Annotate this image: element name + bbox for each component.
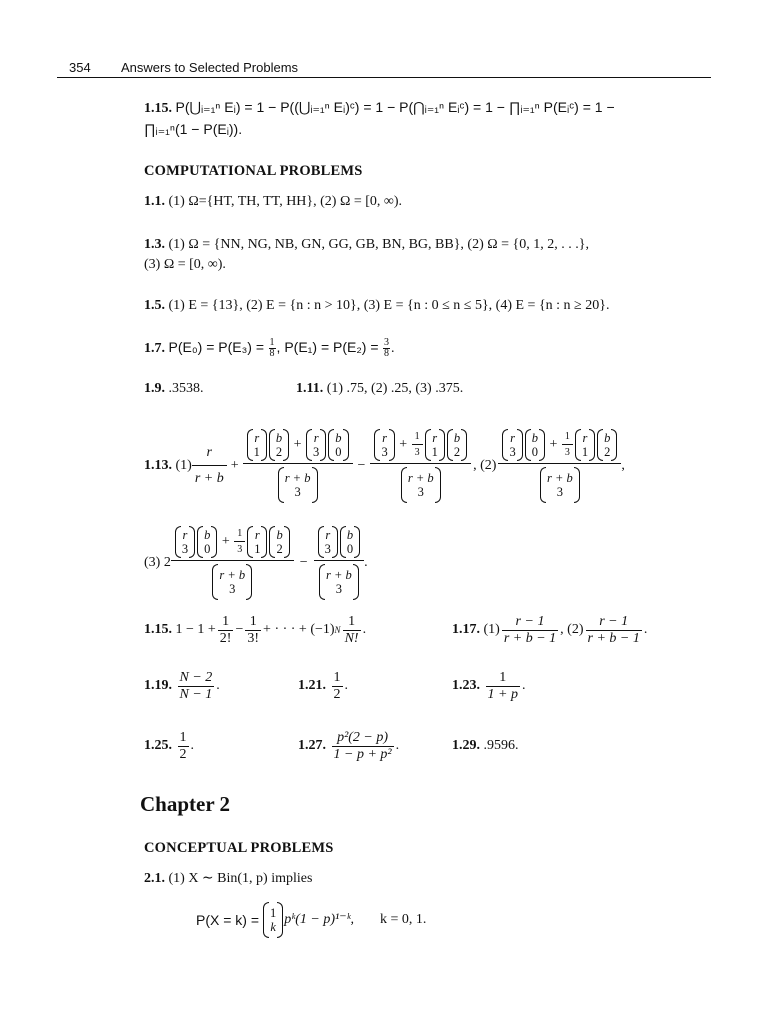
numerator: N − 2	[179, 669, 213, 685]
section-heading-computational: COMPUTATIONAL PROBLEMS	[144, 163, 363, 179]
denominator: 3	[237, 544, 243, 555]
binom-top: b	[276, 528, 283, 542]
binom-top: b	[275, 431, 283, 445]
binom	[340, 526, 360, 558]
answer-1-25	[144, 726, 194, 766]
part-label: (1)	[175, 458, 192, 473]
binom-bottom: k	[270, 920, 276, 934]
punctuation: ,	[621, 458, 625, 473]
operator: +	[293, 437, 302, 453]
problem-number: 1.15.	[144, 101, 172, 116]
problem-number: 1.23.	[452, 678, 480, 693]
fraction	[343, 614, 361, 647]
binom-bottom: 0	[531, 445, 538, 459]
answer-text: .9596.	[483, 738, 519, 753]
numerator: 1	[333, 669, 341, 685]
binom	[269, 429, 289, 461]
denominator: N!	[344, 630, 359, 646]
denominator: r + b − 1	[503, 630, 557, 646]
binom-bottom: 3	[335, 582, 343, 596]
problem-number: 1.25.	[144, 738, 172, 753]
denominator: 3	[414, 447, 420, 458]
operator: +	[399, 437, 408, 453]
binom-top: r	[432, 431, 438, 445]
binom	[540, 467, 580, 503]
denominator: 3!	[247, 630, 260, 646]
fraction-r-over-rb	[192, 443, 227, 489]
denominator: 3	[564, 447, 570, 458]
operator: +	[230, 458, 239, 473]
punctuation: .	[364, 555, 368, 570]
binom-bottom: 1	[253, 445, 260, 459]
binom	[197, 526, 217, 558]
binom-top: b	[335, 431, 342, 445]
answer-text: + · · · + (−1)	[263, 622, 335, 637]
denominator: 1 − p + p²	[333, 746, 392, 762]
binom-bottom: 1	[254, 542, 261, 556]
numerator: 1	[218, 614, 234, 631]
binom-top: r	[510, 431, 515, 445]
part-label: (1)	[483, 622, 500, 637]
binom	[447, 429, 467, 461]
answer-text: (1) .75, (2) .25, (3) .375.	[326, 381, 464, 396]
punctuation: .	[190, 738, 194, 753]
binom-top: b	[204, 528, 211, 542]
binom-bottom: 3	[229, 582, 236, 596]
binom-bottom: 2	[276, 542, 283, 556]
answer-text: P(⋃ᵢ₌₁ⁿ Eᵢ) = 1 − P((⋃ᵢ₌₁ⁿ Eᵢ)ᶜ) = 1 − P(⋂ᵢ₌₁ⁿ Eᵢᶜ) = 1 − ∏ᵢ₌₁ⁿ P(Eᵢᶜ) = 1 −	[175, 99, 615, 115]
binom-bottom: 3	[181, 542, 189, 556]
operator: +	[549, 437, 558, 453]
binom-bottom: 1	[431, 445, 438, 459]
binom-bottom: 3	[417, 485, 424, 499]
fraction-one-third	[412, 432, 423, 458]
binom-top: b	[531, 431, 538, 445]
binom-bottom: 0	[204, 542, 211, 556]
binom	[502, 429, 522, 461]
part-label: (3) 2	[144, 555, 171, 570]
answer-text: (1) Ω={HT, TH, TT, HH}, (2) Ω = [0, ∞).	[168, 194, 403, 209]
binom-bottom: 3	[324, 542, 331, 556]
problem-number: 1.5.	[144, 298, 165, 313]
fraction	[502, 614, 558, 647]
answer-1-17	[452, 610, 647, 650]
formula-lhs: P(X = k) =	[196, 912, 260, 928]
binom	[425, 429, 445, 461]
binom-bottom: 0	[335, 445, 342, 459]
denominator: 2!	[219, 630, 232, 646]
binom-bottom: 2	[604, 445, 611, 459]
numerator: 1	[269, 337, 275, 349]
binomial-fraction-b	[370, 429, 471, 503]
problem-number: 1.29.	[452, 738, 480, 753]
binom	[247, 526, 267, 558]
answer-1-27	[298, 726, 399, 766]
binom	[269, 526, 289, 558]
fraction	[383, 338, 390, 359]
punctuation: .	[391, 341, 395, 356]
answer-1-21	[298, 666, 348, 706]
binom	[175, 526, 195, 558]
problem-number: 1.9.	[144, 381, 165, 396]
numerator: 1	[234, 529, 245, 542]
operator: −	[299, 555, 308, 570]
binom-top: b	[453, 431, 461, 445]
binom	[263, 902, 283, 938]
answer-1-5	[144, 296, 609, 316]
binom-top: r	[582, 431, 588, 445]
problem-number: 1.1.	[144, 194, 165, 209]
binom-top: b	[604, 431, 611, 445]
binom-top: r + b	[407, 471, 434, 485]
binom-bottom: 2	[275, 445, 283, 459]
fraction	[586, 614, 642, 647]
problem-number: 1.11.	[296, 381, 324, 396]
problem-number: 1.15.	[144, 622, 172, 637]
running-header	[57, 58, 711, 78]
answer-2-1-formula	[196, 898, 426, 942]
answer-text: .3538.	[168, 381, 204, 396]
punctuation: .	[216, 678, 220, 693]
answer-2-1	[144, 869, 312, 889]
problem-number: 1.21.	[298, 678, 326, 693]
answer-1-23	[452, 666, 525, 706]
binom	[306, 429, 326, 461]
denominator: 2	[333, 686, 341, 702]
binom	[319, 564, 359, 600]
numerator: 1	[486, 670, 520, 687]
binom	[575, 429, 595, 461]
binom-top: r	[325, 528, 331, 542]
problem-number: 1.17.	[452, 622, 480, 637]
binom-bottom: 3	[313, 445, 320, 459]
numerator: p²(2 − p)	[332, 730, 394, 747]
answer-text: P(E₀) = P(E₃) =	[168, 339, 265, 355]
binom-top: r	[182, 528, 188, 542]
problem-number: 1.13.	[144, 458, 172, 473]
section-heading-conceptual: CONCEPTUAL PROBLEMS	[144, 840, 334, 856]
denominator: 8	[384, 348, 390, 360]
fraction	[269, 338, 276, 359]
punctuation: .	[643, 622, 648, 637]
numerator: 1	[412, 432, 423, 445]
binom-top: r	[254, 528, 260, 542]
binom	[247, 429, 267, 461]
numerator: r	[192, 443, 227, 466]
problem-number: 1.19.	[144, 678, 172, 693]
binom	[278, 467, 318, 503]
answer-1-15-top-cont: ∏ᵢ₌₁ⁿ(1 − P(Eᵢ)).	[144, 121, 243, 137]
numerator: r − 1	[502, 614, 558, 631]
answer-text: (1) E = {13}, (2) E = {n : n > 10}, (3) E = {n : 0 ≤ n ≤ 5}, (4) E = {n : n ≥ 20}.	[168, 298, 610, 313]
binom	[328, 429, 348, 461]
fraction-one-third	[234, 529, 245, 555]
binom-top: r	[382, 431, 388, 445]
part-label: , (2)	[560, 622, 584, 637]
binom-top: r	[313, 431, 319, 445]
denominator: 8	[269, 348, 275, 360]
binom-bottom: 2	[453, 445, 461, 459]
fraction	[245, 614, 261, 647]
numerator: 3	[384, 337, 390, 349]
answer-1-29	[452, 736, 519, 756]
answer-1-13-part3	[144, 518, 368, 608]
fraction	[486, 670, 520, 703]
problem-number: 1.7.	[144, 341, 165, 356]
binom-top: b	[346, 528, 354, 542]
binom-top: r + b	[546, 471, 573, 485]
problem-number: 2.1.	[144, 871, 165, 886]
page-number: 354	[69, 60, 91, 75]
fraction	[178, 730, 189, 763]
fraction	[218, 614, 234, 647]
operator: −	[357, 458, 366, 473]
part-label: , (2)	[473, 458, 497, 473]
punctuation: .	[521, 678, 526, 693]
numerator: 1	[562, 432, 573, 445]
binom	[374, 429, 394, 461]
binomial-fraction-d	[171, 526, 294, 600]
answer-1-9	[144, 379, 204, 399]
binom-top: r + b	[284, 471, 311, 485]
binom	[401, 467, 441, 503]
answer-1-19	[144, 666, 220, 706]
chapter-title: Chapter 2	[140, 792, 231, 816]
punctuation: .	[344, 678, 348, 693]
denominator: N − 1	[179, 686, 213, 702]
running-title: Answers to Selected Problems	[121, 60, 299, 75]
binom-bottom: 3	[294, 485, 301, 499]
binom-top: r	[254, 431, 260, 445]
formula-range: k = 0, 1.	[380, 912, 427, 927]
fraction	[332, 730, 394, 763]
binomial-fraction-e	[314, 526, 365, 600]
operator: +	[221, 534, 230, 550]
answer-1-3	[144, 235, 589, 255]
binom-top: r + b	[219, 568, 246, 582]
denominator: 1 + p	[487, 686, 518, 702]
binom-bottom: 3	[556, 485, 564, 499]
binom	[525, 429, 545, 461]
binom-bottom: 3	[509, 445, 516, 459]
numerator: 1	[245, 614, 261, 631]
answer-1-7	[144, 337, 395, 359]
denominator: r + b − 1	[587, 630, 640, 646]
punctuation: .	[362, 622, 367, 637]
binom-top: 1	[270, 906, 277, 920]
header-rule	[57, 77, 711, 78]
answer-1-11	[296, 379, 463, 399]
binom-bottom: 1	[581, 445, 589, 459]
binom	[597, 429, 617, 461]
denominator: 2	[179, 746, 187, 762]
operator: −	[235, 622, 244, 637]
answer-1-3-cont: (3) Ω = [0, ∞).	[144, 257, 226, 272]
binom-top: r + b	[325, 568, 352, 582]
answer-text: , P(E₁) = P(E₂) =	[276, 339, 379, 355]
answer-text: (1) X ∼ Bin(1, p) implies	[168, 871, 313, 886]
binom-bottom: 0	[346, 542, 354, 556]
fraction	[178, 670, 215, 703]
binom	[212, 564, 252, 600]
numerator: 1	[179, 729, 187, 745]
denominator: r + b	[194, 471, 224, 486]
binom-bottom: 3	[381, 445, 388, 459]
answer-1-1	[144, 192, 402, 212]
punctuation: .	[395, 738, 400, 753]
fraction	[332, 670, 343, 703]
answer-1-15: 1.15. 1 − 1 + $\frac{1}{2!}$ − $\frac{1}{3!}$ + · · · + (−1) N $\frac{1}{N!}$ .	[144, 613, 367, 646]
answer-text: 1 − 1 +	[175, 622, 216, 637]
answer-1-13	[144, 416, 625, 516]
binomial-fraction-c	[498, 429, 621, 503]
formula-rhs: pᵏ(1 − p)¹⁻ᵏ,	[284, 912, 355, 927]
numerator: r − 1	[586, 614, 642, 631]
fraction-one-third	[562, 432, 573, 458]
answer-text: (1) Ω = {NN, NG, NB, GN, GG, GB, BN, BG, BB}, (2) Ω = {0, 1, 2, . . .},	[168, 237, 589, 252]
problem-number: 1.3.	[144, 237, 165, 252]
numerator: 1	[343, 614, 361, 631]
binom	[318, 526, 338, 558]
problem-number: 1.27.	[298, 738, 326, 753]
binomial-fraction-a	[243, 429, 353, 503]
answer-1-15-top	[144, 97, 615, 119]
